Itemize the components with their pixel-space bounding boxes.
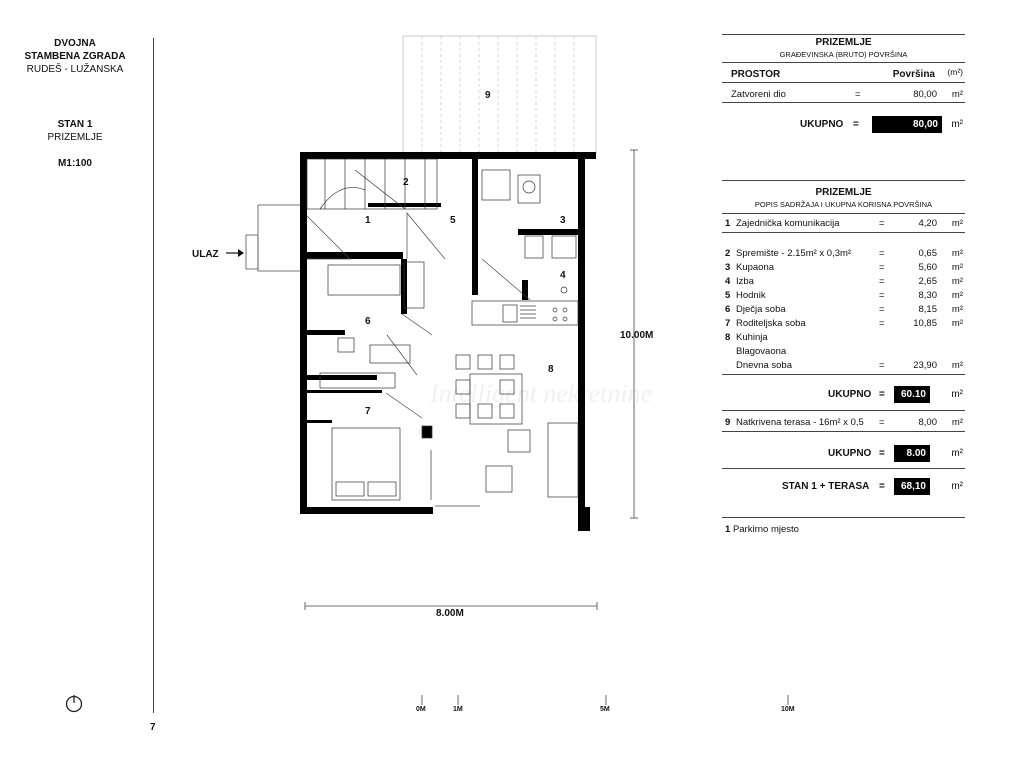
net-table-title: PRIZEMLJE bbox=[815, 187, 872, 198]
gross-col-area: Površina bbox=[892, 69, 935, 80]
gross-table-title: PRIZEMLJE bbox=[815, 37, 872, 48]
living-room-furniture bbox=[431, 423, 578, 500]
scale-0m: 0M bbox=[416, 706, 426, 713]
staircase bbox=[307, 159, 437, 209]
grand-total-row: STAN 1 + TERASA = m² bbox=[782, 481, 963, 492]
drawing-scale: M1:100 bbox=[58, 158, 92, 169]
gross-area-table bbox=[722, 34, 965, 144]
child-room-furniture bbox=[328, 262, 424, 363]
terrace-total-row: UKUPNO = m² bbox=[828, 448, 963, 459]
parking-row: 1 Parkirno mjesto bbox=[725, 524, 799, 535]
room-number-8: 8 bbox=[548, 364, 554, 375]
net-row-7: 7 Roditeljska soba = 10,85 m² bbox=[725, 318, 963, 329]
floor-plan bbox=[160, 30, 680, 640]
kitchen-counter bbox=[472, 301, 578, 325]
net-subtotal-row: UKUPNO = m² bbox=[828, 389, 963, 400]
dimension-height: 10.00M bbox=[620, 330, 654, 341]
terrace-total-value: 8.00 bbox=[894, 445, 930, 462]
watermark: Intelligent nekretnine bbox=[430, 379, 653, 408]
room-number-4: 4 bbox=[560, 270, 566, 281]
net-row-5: 5 Hodnik = 8,30 m² bbox=[725, 290, 963, 301]
scale-5m: 5M bbox=[600, 706, 610, 713]
room-number-5: 5 bbox=[450, 215, 456, 226]
unit-name: STAN 1 bbox=[57, 119, 93, 130]
room-number-9: 9 bbox=[485, 90, 491, 101]
room-number-6: 6 bbox=[365, 316, 371, 327]
net-row-1: 1 Zajednička komunikacija = 4,20 m² bbox=[725, 218, 963, 229]
scale-10m: 10M bbox=[781, 706, 795, 713]
net-row-3: 3 Kupaona = 5,60 m² bbox=[725, 262, 963, 273]
gross-total-value: 80,00 bbox=[872, 116, 942, 133]
project-title-line1: DVOJNA bbox=[54, 38, 96, 49]
net-subtotal-value: 60.10 bbox=[894, 386, 930, 403]
room-number-1: 1 bbox=[365, 215, 371, 226]
project-title-line2: STAMBENA ZGRADA bbox=[24, 51, 126, 62]
grand-total-value: 68,10 bbox=[894, 478, 930, 495]
gross-col-unit: (m²) bbox=[947, 67, 963, 77]
gross-col-space: PROSTOR bbox=[731, 69, 781, 80]
net-row-8b: Blagovaona bbox=[736, 346, 787, 357]
dimension-width: 8.00M bbox=[436, 608, 464, 619]
page-number: 7 bbox=[150, 722, 156, 733]
gross-table-subtitle: GRAĐEVINSKA (BRUTO) POVRŠINA bbox=[779, 50, 908, 59]
net-row-4: 4 Izba = 2,65 m² bbox=[725, 276, 963, 287]
net-row-2: 2 Spremište - 2.15m² x 0,3m² = 0,65 m² bbox=[725, 248, 963, 259]
project-location: RUDEŠ - LUŽANSKA bbox=[26, 64, 124, 75]
net-row-terrace: 9 Natkrivena terasa - 16m² x 0,5 = 8,00 m² bbox=[725, 417, 963, 428]
net-row-6: 6 Dječja soba = 8,15 m² bbox=[725, 304, 963, 315]
net-row-8: 8 Kuhinja bbox=[725, 332, 768, 343]
terrace-hatch bbox=[403, 36, 596, 154]
gross-row-closed: Zatvoreni dio = 80,00 m² bbox=[731, 89, 963, 100]
entrance-canopy bbox=[258, 205, 306, 271]
title-divider bbox=[153, 38, 154, 713]
room-number-3: 3 bbox=[560, 215, 566, 226]
gross-total-row: UKUPNO = m² bbox=[800, 119, 963, 130]
net-area-table bbox=[722, 180, 965, 500]
entrance-label: ULAZ bbox=[192, 249, 219, 260]
room-number-2: 2 bbox=[403, 177, 409, 188]
scale-1m: 1M bbox=[453, 706, 463, 713]
power-logo-icon bbox=[64, 693, 84, 713]
net-table-subtitle: POPIS SADRŽAJA I UKUPNA KORISNA POVRŠINA bbox=[754, 200, 933, 209]
net-row-8c: Dnevna soba = 23,90 m² bbox=[736, 360, 963, 371]
entrance-arrow-icon bbox=[226, 249, 244, 257]
floor-name: PRIZEMLJE bbox=[47, 132, 103, 143]
room-number-7: 7 bbox=[365, 406, 371, 417]
